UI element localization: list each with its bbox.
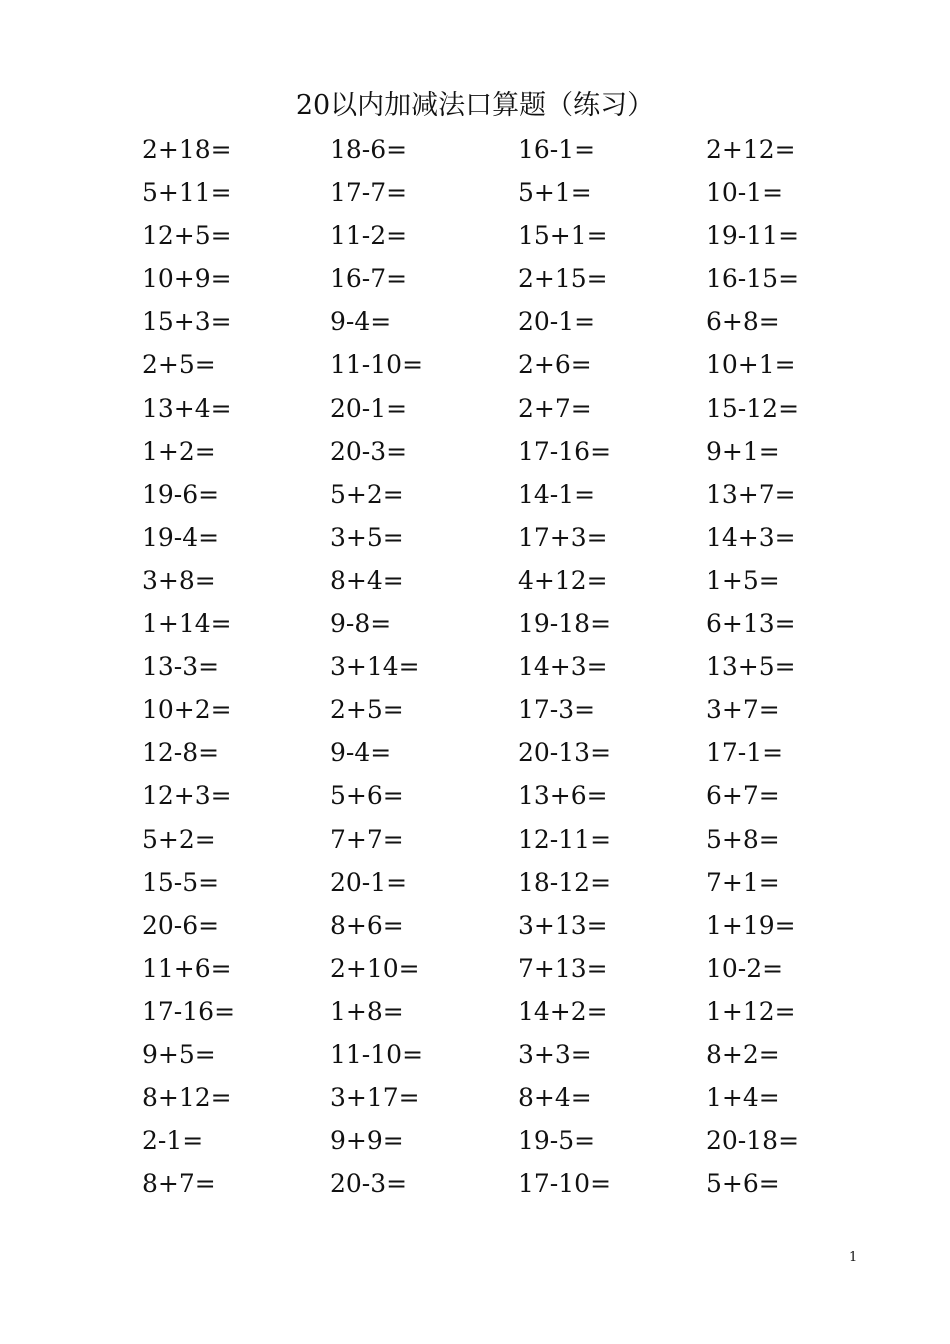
problem-item: 10+2= [142, 695, 232, 725]
problem-item: 3+17= [330, 1083, 420, 1113]
problem-item: 13-3= [142, 652, 220, 682]
problem-item: 6+13= [706, 609, 796, 639]
problem-item: 1+2= [142, 436, 216, 466]
problem-item: 2+10= [330, 953, 420, 983]
problem-item: 9-4= [330, 307, 392, 337]
problem-item: 14+2= [518, 996, 608, 1026]
problem-item: 3+5= [330, 522, 404, 552]
problem-item: 20-1= [518, 307, 596, 337]
problem-item: 5+2= [142, 824, 216, 854]
problem-item: 1+12= [706, 996, 796, 1026]
problem-item: 10+1= [706, 350, 796, 380]
problem-item: 8+2= [706, 1039, 780, 1069]
problem-item: 17+3= [518, 522, 608, 552]
problem-item: 20-1= [330, 867, 408, 897]
problem-item: 18-6= [330, 135, 408, 164]
problem-item: 9+1= [706, 436, 780, 466]
problem-item: 7+13= [518, 953, 608, 983]
problem-item: 2+6= [518, 350, 592, 380]
problem-item: 6+7= [706, 781, 780, 811]
problem-item: 1+14= [142, 609, 232, 639]
problem-item: 2+5= [142, 350, 216, 380]
problem-item: 17-1= [706, 738, 784, 768]
problem-item: 12-11= [518, 824, 612, 854]
problem-item: 13+5= [706, 652, 796, 682]
problem-item: 13+4= [142, 393, 232, 423]
problem-item: 1+4= [706, 1083, 780, 1113]
problem-item: 11+6= [142, 953, 232, 983]
problem-item: 16-15= [706, 264, 800, 294]
problem-item: 5+8= [706, 824, 780, 854]
problem-item: 1+8= [330, 996, 404, 1026]
problem-item: 17-16= [518, 436, 612, 466]
problem-item: 15-5= [142, 867, 220, 897]
problem-item: 6+8= [706, 307, 780, 337]
problem-item: 17-7= [330, 178, 408, 208]
problem-item: 15+3= [142, 307, 232, 337]
problem-item: 19-4= [142, 522, 220, 552]
problem-item: 8+4= [518, 1083, 592, 1113]
problem-item: 17-10= [518, 1169, 612, 1199]
problem-item: 2+5= [330, 695, 404, 725]
problem-item: 5+2= [330, 479, 404, 509]
problem-item: 10-2= [706, 953, 784, 983]
problem-item: 3+14= [330, 652, 420, 682]
problem-item: 13+6= [518, 781, 608, 811]
problem-item: 14-1= [518, 479, 596, 509]
problem-item: 9-4= [330, 738, 392, 768]
problem-item: 5+1= [518, 178, 592, 208]
page-number: 1 [849, 1250, 858, 1265]
problem-item: 1+19= [706, 910, 796, 940]
problem-item: 2-1= [142, 1126, 204, 1156]
problem-item: 20-6= [142, 910, 220, 940]
problem-item: 10+9= [142, 264, 232, 294]
problem-item: 19-18= [518, 609, 612, 639]
problem-item: 2+12= [706, 135, 796, 164]
problem-item: 17-16= [142, 996, 236, 1026]
problem-item: 9-8= [330, 609, 392, 639]
problem-item: 11-10= [330, 350, 424, 380]
problem-item: 19-6= [142, 479, 220, 509]
problem-item: 8+6= [330, 910, 404, 940]
problem-item: 1+5= [706, 565, 780, 595]
problem-grid [142, 128, 894, 1205]
problem-item: 10-1= [706, 178, 784, 208]
problem-item: 19-5= [518, 1126, 596, 1156]
problem-item: 3+13= [518, 910, 608, 940]
problem-item: 5+6= [706, 1169, 780, 1199]
problem-item: 16-7= [330, 264, 408, 294]
problem-item: 9+5= [142, 1039, 216, 1069]
problem-item: 15-12= [706, 393, 800, 423]
problem-item: 2+15= [518, 264, 608, 294]
problem-item: 17-3= [518, 695, 596, 725]
problem-item: 8+7= [142, 1169, 216, 1199]
problem-item: 7+1= [706, 867, 780, 897]
problem-item: 19-11= [706, 221, 800, 251]
problem-item: 12+5= [142, 221, 232, 251]
problem-item: 12+3= [142, 781, 232, 811]
problem-item: 8+12= [142, 1083, 232, 1113]
problem-item: 3+8= [142, 565, 216, 595]
problem-item: 3+7= [706, 695, 780, 725]
problem-item: 14+3= [518, 652, 608, 682]
problem-item: 20-3= [330, 1169, 408, 1199]
problem-item: 3+3= [518, 1039, 592, 1069]
problem-item: 11-10= [330, 1039, 424, 1069]
problem-item: 20-1= [330, 393, 408, 423]
problem-item: 5+6= [330, 781, 404, 811]
problem-item: 20-13= [518, 738, 612, 768]
problem-item: 9+9= [330, 1126, 404, 1156]
problem-item: 20-3= [330, 436, 408, 466]
problem-item: 18-12= [518, 867, 612, 897]
problem-item: 13+7= [706, 479, 796, 509]
problem-item: 12-8= [142, 738, 220, 768]
problem-item: 5+11= [142, 178, 232, 208]
problem-item: 2+7= [518, 393, 592, 423]
problem-item: 20-18= [706, 1126, 800, 1156]
page-title: 20以内加减法口算题（练习） [295, 90, 655, 121]
problem-item: 4+12= [518, 565, 608, 595]
problem-item: 15+1= [518, 221, 608, 251]
problem-item: 11-2= [330, 221, 408, 251]
problem-item: 7+7= [330, 824, 404, 854]
problem-item: 14+3= [706, 522, 796, 552]
problem-item: 16-1= [518, 135, 596, 164]
problem-item: 8+4= [330, 565, 404, 595]
problem-item: 2+18= [142, 135, 232, 164]
